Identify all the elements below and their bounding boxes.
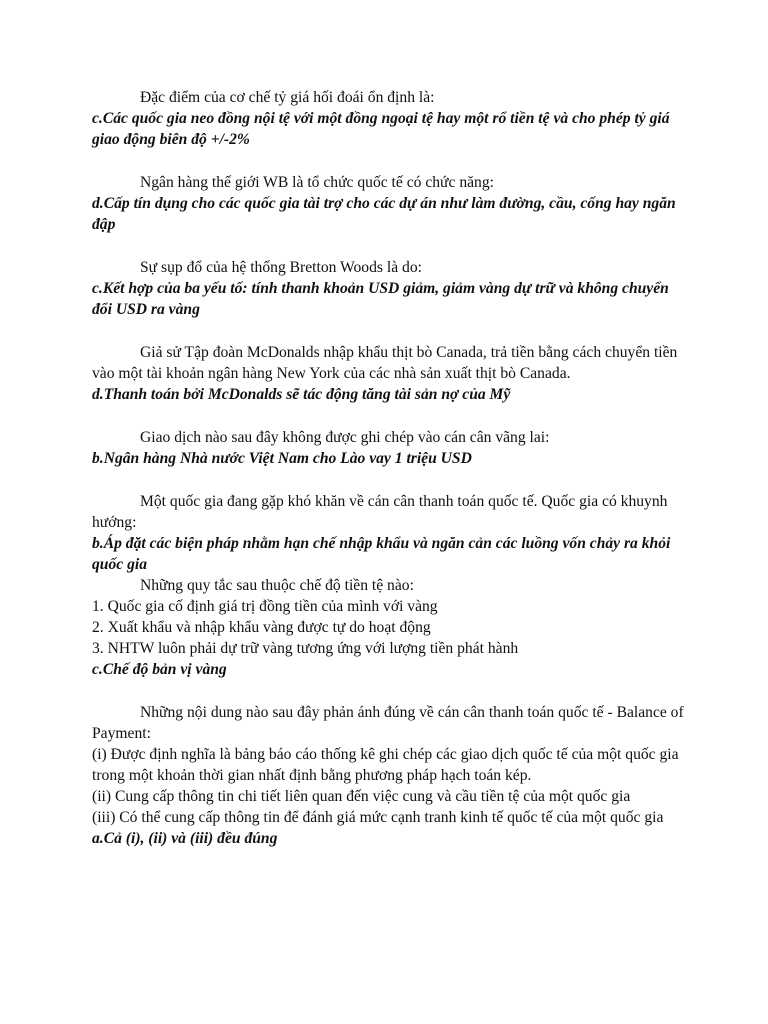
spacer: [92, 469, 692, 491]
question-5: Giao dịch nào sau đây không được ghi chép vào cán cân vãng lai:: [140, 429, 550, 446]
answer-5: b.Ngân hàng Nhà nước Việt Nam cho Lào vay 1 triệu USD: [92, 450, 472, 467]
answer-2: d.Cấp tín dụng cho các quốc gia tài trợ cho các dự án như làm đường, cầu, cống hay ngăn đập: [92, 195, 676, 233]
question-4: Giả sử Tập đoàn McDonalds nhập khẩu thịt bò Canada, trả tiền bằng cách chuyển tiền vào một tài khoản ngân hàng New York của các nhà sản xuất thịt bò Canada.: [92, 344, 678, 382]
question-1: Đặc điểm của cơ chế tỷ giá hối đoái ổn định là:: [140, 89, 435, 106]
list-item: 2. Xuất khẩu và nhập khẩu vàng được tự do hoạt động: [92, 619, 431, 636]
spacer: [92, 405, 692, 427]
answer-7: c.Chế độ bản vị vàng: [92, 661, 227, 678]
question-7: Những quy tắc sau thuộc chế độ tiền tệ nào:: [140, 577, 414, 594]
question-2: Ngân hàng thế giới WB là tổ chức quốc tế có chức năng:: [140, 174, 494, 191]
question-8: Những nội dung nào sau đây phản ánh đúng về cán cân thanh toán quốc tế - Balance of Payment:: [92, 704, 684, 742]
answer-3: c.Kết hợp của ba yếu tố: tính thanh khoản USD giảm, giảm vàng dự trữ và không chuyển đổi USD ra vàng: [92, 280, 669, 318]
answer-8: a.Cả (i), (ii) và (iii) đều đúng: [92, 830, 278, 847]
list-item: (iii) Có thể cung cấp thông tin để đánh giá mức cạnh tranh kinh tế quốc tế của một quốc gia: [92, 809, 664, 826]
list-item: (ii) Cung cấp thông tin chi tiết liên quan đến việc cung và cầu tiền tệ của một quốc gia: [92, 788, 631, 805]
document-body: [92, 87, 692, 849]
answer-4: d.Thanh toán bởi McDonalds sẽ tác động tăng tài sản nợ của Mỹ: [92, 386, 511, 403]
spacer: [92, 235, 692, 257]
spacer: [92, 320, 692, 342]
list-item: 3. NHTW luôn phải dự trữ vàng tương ứng với lượng tiền phát hành: [92, 640, 519, 657]
list-item: (i) Được định nghĩa là bảng báo cáo thống kê ghi chép các giao dịch quốc tế của một quốc gia trong một khoản thời gian nhất định bằng phương pháp hạch toán kép.: [92, 746, 679, 784]
answer-1: c.Các quốc gia neo đồng nội tệ với một đồng ngoại tệ hay một rổ tiền tệ và cho phép tỷ giá giao động biên độ +/-2%: [92, 110, 670, 148]
list-item: 1. Quốc gia cố định giá trị đồng tiền của mình với vàng: [92, 598, 438, 615]
question-6: Một quốc gia đang gặp khó khăn về cán cân thanh toán quốc tế. Quốc gia có khuynh hướng:: [92, 493, 668, 531]
spacer: [92, 680, 692, 702]
answer-6: b.Áp đặt các biện pháp nhằm hạn chế nhập khẩu và ngăn cản các luồng vốn chảy ra khỏi quốc gia: [92, 535, 671, 573]
spacer: [92, 150, 692, 172]
question-3: Sự sụp đổ của hệ thống Bretton Woods là do:: [140, 259, 422, 276]
